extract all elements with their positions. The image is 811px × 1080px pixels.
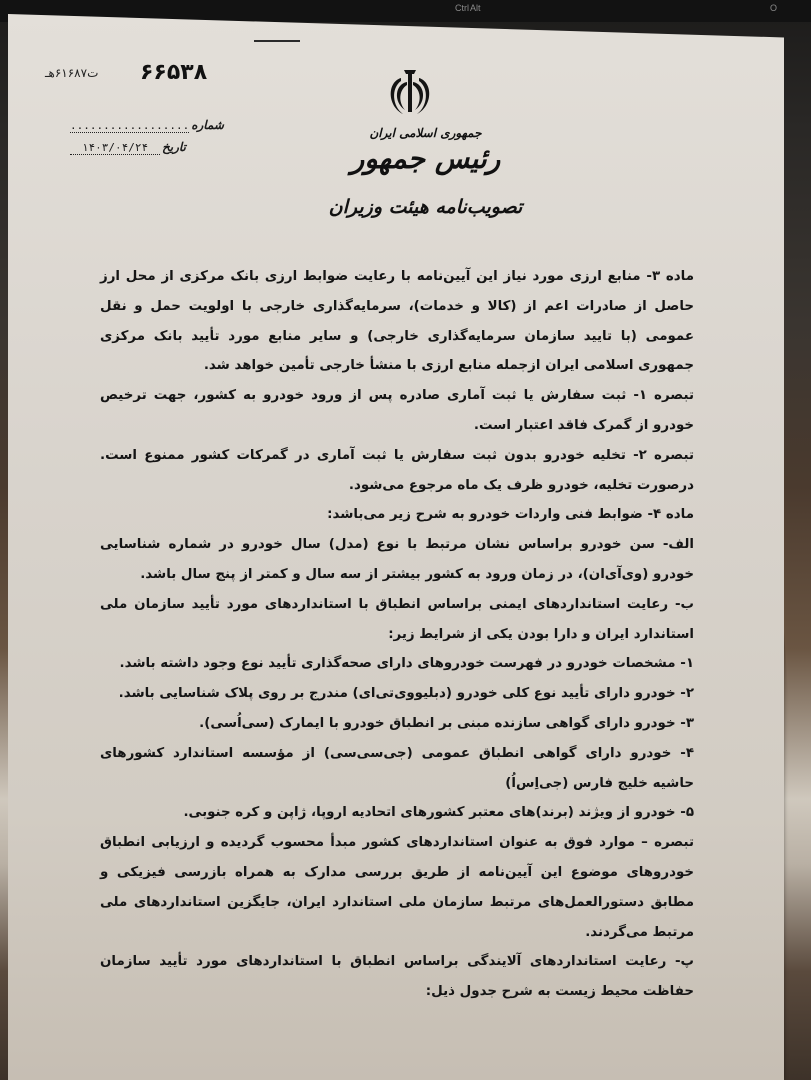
note-2: تبصره ۲- تخلیه خودرو بدون ثبت سفارش یا ثبت آماری در گمرکات کشور ممنوع است. درصورت تخلیه، خودرو ظرف یک ماه مرجوع می‌شود. [100,447,694,493]
reference-code: ت۶۱۶۸۷هـ [45,66,99,80]
clause-alef: الف- سن خودرو براساس نشان مرتبط با نوع (مدل) سال خودرو در شماره شناسایی خودرو (وی‌آی‌ان)، در زمان ورود به کشور بیشتر از سه سال و کمتر از پنج سال باشد. [100,537,694,582]
article-4: ماده ۴- ضوابط فنی واردات خودرو به شرح زیر می‌باشد: [327,507,694,523]
condition-item-5: ۵- خودرو از ویژند (برند)های معتبر کشورهای اتحادیه اروپا، ژاپن و کره جنوبی. [183,805,694,821]
top-rule-divider [254,40,300,42]
number-label: شماره [191,118,224,132]
keyboard-key-ctrl: Ctrl [455,3,469,13]
note-1: تبصره ۱- ثبت سفارش یا ثبت آماری صادره پس از ورود خودرو به کشور، جهت ترخیص خودرو از گمرک فاقد اعتبار است. [100,388,694,433]
condition-item-2: ۲- خودرو دارای تأیید نوع کلی خودرو (دبلیووی‌تی‌ای) مندرج بر روی پلاک شناسایی باشد. [118,686,694,702]
keyboard-key-o: O [770,3,778,13]
document-body [100,262,732,1007]
condition-item-4: ۴- خودرو دارای گواهی انطباق عمومی (جی‌سی‌سی) از مؤسسه استاندارد کشورهای حاشیه خلیج فارس (جی‌اِس‌اُ) [100,745,694,791]
date-value: ۱۴۰۳/۰۴/۲۴ [70,141,160,155]
reference-number: ۶۶۵۳۸ [140,60,208,85]
clause-be: ب- رعایت استانداردهای ایمنی براساس انطباق با استانداردهای مورد تأیید سازمان ملی استاندارد ایران و دارا بودن یکی از شرایط زیر: [100,596,694,642]
clause-pe: پ- رعایت استانداردهای آلایندگی براساس انطباق با استانداردهای مورد تأیید سازمان حفاظت محیط زیست به شرح جدول ذیل: [100,954,694,1000]
condition-item-3: ۳- خودرو دارای گواهی سازنده مبنی بر انطباق خودرو با ایمارک (سی‌اُسی). [199,715,694,731]
article-3: ماده ۳- منابع ارزی مورد نیاز این آیین‌نامه با رعایت ضوابط ارزی بانک مرکزی از محل ارز حاصل از صادرات اعم از (کالا و خدمات)، سرمایه‌گذاری خارجی با اولویت حمل و نقل عمومی (با تایید سازمان سرمایه‌گذاری خارجی) و سایر منابع مورد تأیید بانک مرکزی جمهوری اسلامی ایران ازجمله منابع ارزی با منشأ خارجی تأمین خواهد شد. [100,269,694,374]
date-label: تاریخ [162,140,186,154]
condition-item-1: ۱- مشخصات خودرو در فهرست خودروهای دارای صحه‌گذاری تأیید نوع وجود داشته باشد. [119,656,694,672]
country-name: جمهوری اسلامی ایران [369,126,482,140]
iran-emblem-icon [385,66,435,118]
keyboard-key-alt: Alt [470,3,481,13]
document-subject: تصویب‌نامه هیئت وزیران [328,196,523,218]
office-title: رئیس جمهور [350,142,501,175]
number-value: .................. [70,119,190,132]
note-standards: تبصره – موارد فوق به عنوان استانداردهای کشور مبدأ محسوب گردیده و ارزیابی انطباق خودروهای موضوع این آیین‌نامه از طریق بررسی مدارک به همراه بازرسی فیزیکی و مطابق دستورالعمل‌های مرتبط سازمان ملی استاندارد ایران، جایگزین استانداردهای ملی مرتبط می‌گردند. [100,835,694,940]
